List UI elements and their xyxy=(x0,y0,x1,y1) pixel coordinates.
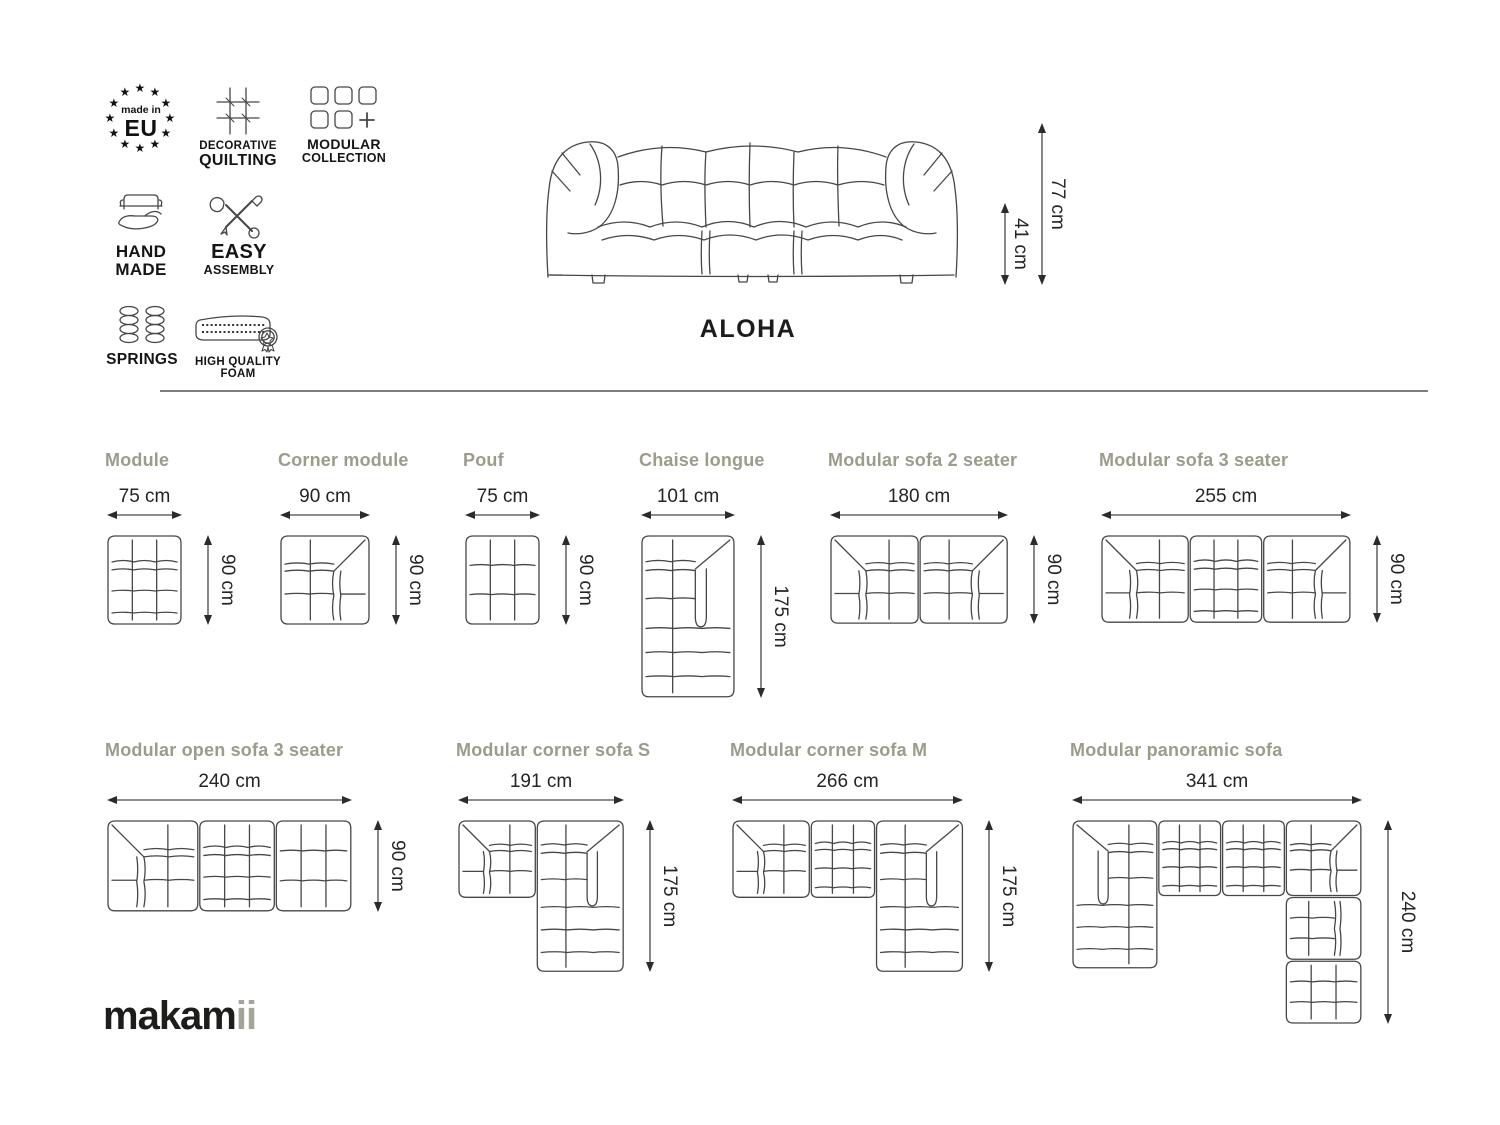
depth-dimension-label: 90 cm xyxy=(217,554,238,606)
eu-label: EU xyxy=(124,115,158,141)
easy-assembly-icon xyxy=(214,193,264,239)
eu-star-icon: ★ xyxy=(119,136,131,151)
made-in-label: made in xyxy=(121,104,161,116)
width-arrow xyxy=(107,509,182,521)
eu-star-icon: ★ xyxy=(149,136,161,151)
eu-star-icon: ★ xyxy=(160,96,172,110)
eu-star-icon: ★ xyxy=(108,126,120,140)
width-dimension-label: 341 cm xyxy=(1185,771,1249,792)
brand-logo-gray: ii xyxy=(235,994,257,1038)
eu-star-icon: ★ xyxy=(119,85,131,100)
made-in-eu-icon xyxy=(104,81,176,155)
springs-icon xyxy=(116,303,168,347)
depth-arrow xyxy=(390,535,402,625)
width-arrow xyxy=(1072,794,1362,806)
top-view-diagram xyxy=(1072,820,1364,1026)
modular-collection-icon xyxy=(310,86,378,132)
depth-arrow xyxy=(755,535,767,698)
badge-label: SPRINGS xyxy=(106,351,178,368)
product-title: Chaise longue xyxy=(639,450,765,470)
badge-easy-assembly xyxy=(198,193,280,277)
badge-label: ASSEMBLY xyxy=(203,262,275,277)
width-dimension-label: 266 cm xyxy=(816,771,879,792)
top-view-diagram xyxy=(280,535,372,627)
product-title: Modular open sofa 3 seater xyxy=(105,740,344,760)
sofa-illustration xyxy=(532,127,972,285)
width-arrow xyxy=(641,509,735,521)
section-divider xyxy=(160,390,1428,392)
top-view-diagram xyxy=(641,535,737,700)
product-name-title: ALOHA xyxy=(699,315,797,343)
badge-made-in-eu xyxy=(102,81,180,155)
top-view-diagram xyxy=(1101,535,1353,625)
depth-arrow xyxy=(644,820,656,972)
top-view-diagram xyxy=(107,535,184,627)
depth-arrow xyxy=(1382,820,1394,1024)
badge-label: MODULAR xyxy=(307,136,381,152)
depth-arrow xyxy=(1028,535,1040,624)
quilting-icon xyxy=(215,86,261,136)
width-arrow xyxy=(732,794,963,806)
depth-arrow xyxy=(202,535,214,625)
eu-star-icon: ★ xyxy=(134,81,146,95)
badge-springs xyxy=(100,303,184,369)
width-dimension-label: 101 cm xyxy=(656,486,720,507)
width-arrow xyxy=(1101,509,1351,521)
width-dimension-label: 75 cm xyxy=(118,486,171,507)
width-arrow xyxy=(458,794,624,806)
depth-dimension-label: 90 cm xyxy=(405,554,426,606)
badge-decorative-quilting xyxy=(196,86,280,170)
badge-high-quality-foam xyxy=(188,310,288,381)
badge-label: HAND xyxy=(115,242,167,261)
product-title: Corner module xyxy=(278,450,409,470)
product-title: Modular sofa 3 seater xyxy=(1099,450,1289,470)
width-dimension-label: 75 cm xyxy=(476,486,529,507)
product-title: Pouf xyxy=(463,450,504,470)
depth-dimension-label: 90 cm xyxy=(387,840,408,892)
badge-label: QUILTING xyxy=(199,152,277,170)
width-dimension-label: 90 cm xyxy=(299,486,351,507)
brand-logo xyxy=(103,994,256,1039)
badge-label: FOAM xyxy=(220,368,256,381)
depth-arrow xyxy=(372,820,384,912)
eu-star-icon: ★ xyxy=(160,126,172,140)
top-view-diagram xyxy=(465,535,542,627)
badge-label: EASY xyxy=(211,241,267,263)
depth-dimension-label: 175 cm xyxy=(770,585,791,648)
badge-label: DECORATIVE xyxy=(199,140,277,152)
depth-dimension-label: 90 cm xyxy=(1386,553,1407,605)
badge-label: MADE xyxy=(115,260,167,280)
depth-arrow xyxy=(983,820,995,972)
width-arrow xyxy=(465,509,540,521)
top-view-diagram xyxy=(732,820,965,974)
top-view-diagram xyxy=(830,535,1010,626)
foam-icon xyxy=(192,310,284,352)
eu-star-icon: ★ xyxy=(149,85,161,100)
product-title: Modular corner sofa S xyxy=(456,740,651,760)
badge-modular-collection xyxy=(300,86,388,166)
seat-height-label: 41 cm xyxy=(1010,218,1031,270)
total-height-label: 77 cm xyxy=(1047,178,1068,230)
depth-dimension-label: 240 cm xyxy=(1397,890,1418,954)
depth-arrow xyxy=(560,535,572,625)
depth-dimension-label: 90 cm xyxy=(1043,553,1064,606)
product-title: Modular corner sofa M xyxy=(730,740,928,760)
product-title: Module xyxy=(105,450,170,470)
hand-made-icon xyxy=(115,192,167,238)
width-arrow xyxy=(107,794,352,806)
depth-dimension-label: 90 cm xyxy=(575,554,596,606)
eu-star-icon: ★ xyxy=(164,111,176,125)
top-view-diagram xyxy=(107,820,354,914)
width-dimension-label: 180 cm xyxy=(887,486,951,507)
badge-label: COLLECTION xyxy=(301,151,387,166)
eu-star-icon: ★ xyxy=(104,111,116,125)
depth-dimension-label: 175 cm xyxy=(659,864,680,928)
brand-logo-black: makam xyxy=(103,994,236,1038)
eu-star-icon: ★ xyxy=(108,96,120,110)
width-dimension-label: 240 cm xyxy=(198,771,261,792)
product-title: Modular sofa 2 seater xyxy=(828,450,1018,470)
width-dimension-label: 255 cm xyxy=(1194,486,1258,507)
product-title: Modular panoramic sofa xyxy=(1070,740,1283,760)
badge-hand-made xyxy=(103,192,179,280)
eu-star-icon: ★ xyxy=(134,141,146,155)
depth-dimension-label: 175 cm xyxy=(998,864,1019,928)
width-arrow xyxy=(830,509,1008,521)
top-view-diagram xyxy=(458,820,626,974)
badge-label: HIGH QUALITY xyxy=(194,356,281,368)
width-dimension-label: 191 cm xyxy=(509,771,573,792)
depth-arrow xyxy=(1371,535,1383,623)
width-arrow xyxy=(280,509,370,521)
